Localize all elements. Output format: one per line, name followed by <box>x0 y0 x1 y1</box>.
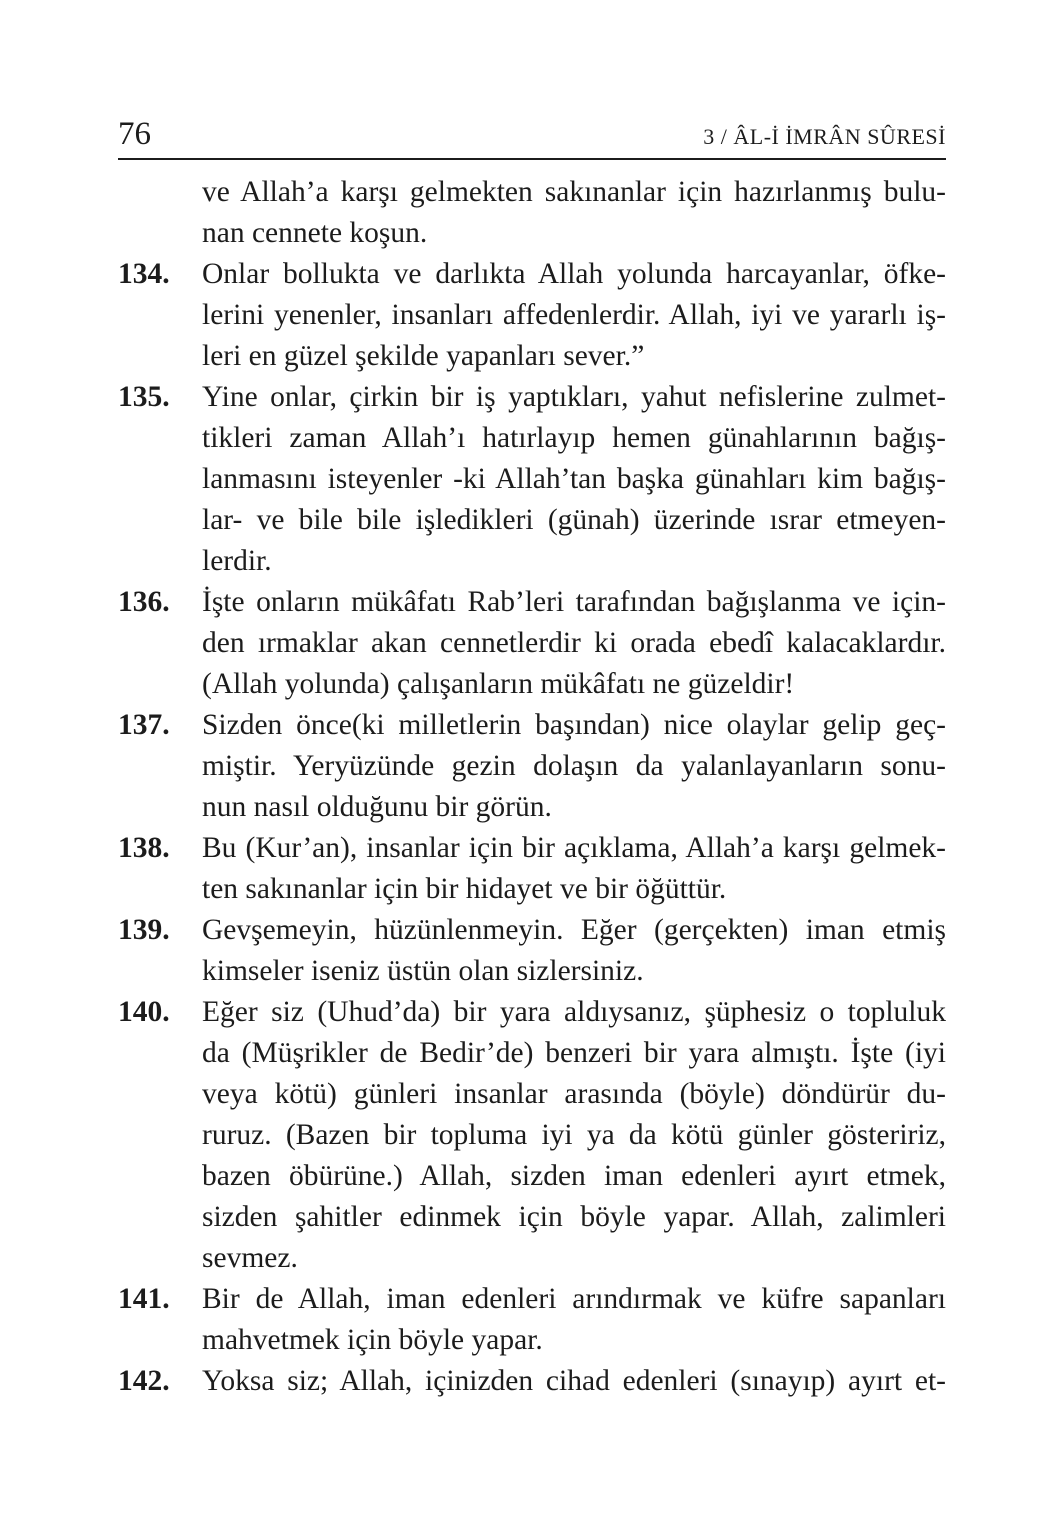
verse-number: 134. <box>118 258 170 290</box>
verse-number: 141. <box>118 1283 170 1315</box>
page-number: 76 <box>118 116 151 152</box>
running-header <box>118 112 946 160</box>
verse-number: 140. <box>118 996 170 1028</box>
verse-line: İşte onların mükâfatı Rab’leri tarafından bağışlanma ve için- <box>202 586 946 618</box>
verse-line: bazen öbürüne.) Allah, sizden iman edenleri ayırt etmek, <box>202 1160 946 1192</box>
verse-line: mahvetmek için böyle yapar. <box>202 1324 543 1356</box>
verse-141 <box>118 1279 946 1361</box>
verse-138 <box>118 828 946 910</box>
verse-line: sizden şahitler edinmek için böyle yapar. Allah, zalimleri <box>202 1201 946 1233</box>
verse-140 <box>118 992 946 1279</box>
verse-line: ten sakınanlar için bir hidayet ve bir öğüttür. <box>202 873 727 905</box>
verse-line: nun nasıl olduğunu bir görün. <box>202 791 552 823</box>
verse-line: Bu (Kur’an), insanlar için bir açıklama, Allah’a karşı gelmek- <box>202 832 946 864</box>
verse-line: Yoksa siz; Allah, içinizden cihad edenleri (sınayıp) ayırt et- <box>202 1365 946 1397</box>
verse-line: (Allah yolunda) çalışanların mükâfatı ne güzeldir! <box>202 668 795 700</box>
verse-line: miştir. Yeryüzünde gezin dolaşın da yalanlayanların sonu- <box>202 750 946 782</box>
verse-134 <box>118 254 946 377</box>
verse-continuation <box>118 172 946 254</box>
verse-line: Sizden önce(ki milletlerin başından) nice olaylar gelip geç- <box>202 709 946 741</box>
verse-line: kimseler iseniz üstün olan sizlersiniz. <box>202 955 644 987</box>
verse-line: lanmasını isteyenler -ki Allah’tan başka günahları kim bağış- <box>202 463 946 495</box>
verse-line: sevmez. <box>202 1242 298 1274</box>
verse-line: Gevşemeyin, hüzünlenmeyin. Eğer (gerçekten) iman etmiş <box>202 914 946 946</box>
verse-137 <box>118 705 946 828</box>
verse-number: 142. <box>118 1365 170 1397</box>
verse-139 <box>118 910 946 992</box>
verse-list <box>118 172 946 1402</box>
verse-line: den ırmaklar akan cennetlerdir ki orada ebedî kalacaklardır. <box>202 627 946 659</box>
verse-136 <box>118 582 946 705</box>
verse-line: Bir de Allah, iman edenleri arındırmak ve küfre sapanları <box>202 1283 946 1315</box>
verse-line: Onlar bollukta ve darlıkta Allah yolunda harcayanlar, öfke- <box>202 258 946 290</box>
verse-line: lerdir. <box>202 545 272 577</box>
verse-number: 139. <box>118 914 170 946</box>
verse-line: Eğer siz (Uhud’da) bir yara aldıysanız, şüphesiz o topluluk <box>202 996 946 1028</box>
verse-number: 137. <box>118 709 170 741</box>
verse-line: lar- ve bile bile işledikleri (günah) üzerinde ısrar etmeyen- <box>202 504 946 536</box>
verse-135 <box>118 377 946 582</box>
verse-line: leri en güzel şekilde yapanları sever.” <box>202 340 645 372</box>
verse-number: 136. <box>118 586 170 618</box>
verse-number: 135. <box>118 381 170 413</box>
verse-line: lerini yenenler, insanları affedenlerdir. Allah, iyi ve yararlı iş- <box>202 299 946 331</box>
verse-line: da (Müşrikler de Bedir’de) benzeri bir yara almıştı. İşte (iyi <box>202 1037 946 1069</box>
verse-line: veya kötü) günleri insanlar arasında (böyle) döndürür du- <box>202 1078 946 1110</box>
running-title: 3 / ÂL-İ İMRÂN SÛRESİ <box>703 124 946 149</box>
verse-line: nan cennete koşun. <box>202 217 428 249</box>
verse-line: ruruz. (Bazen bir topluma iyi ya da kötü günler gösteririz, <box>202 1119 946 1151</box>
verse-line: ve Allah’a karşı gelmekten sakınanlar için hazırlanmış bulu- <box>202 176 946 208</box>
verse-142 <box>118 1361 946 1402</box>
verse-line: Yine onlar, çirkin bir iş yaptıkları, yahut nefislerine zulmet- <box>202 381 946 413</box>
verse-number: 138. <box>118 832 170 864</box>
verse-line: tikleri zaman Allah’ı hatırlayıp hemen günahlarının bağış- <box>202 422 946 454</box>
